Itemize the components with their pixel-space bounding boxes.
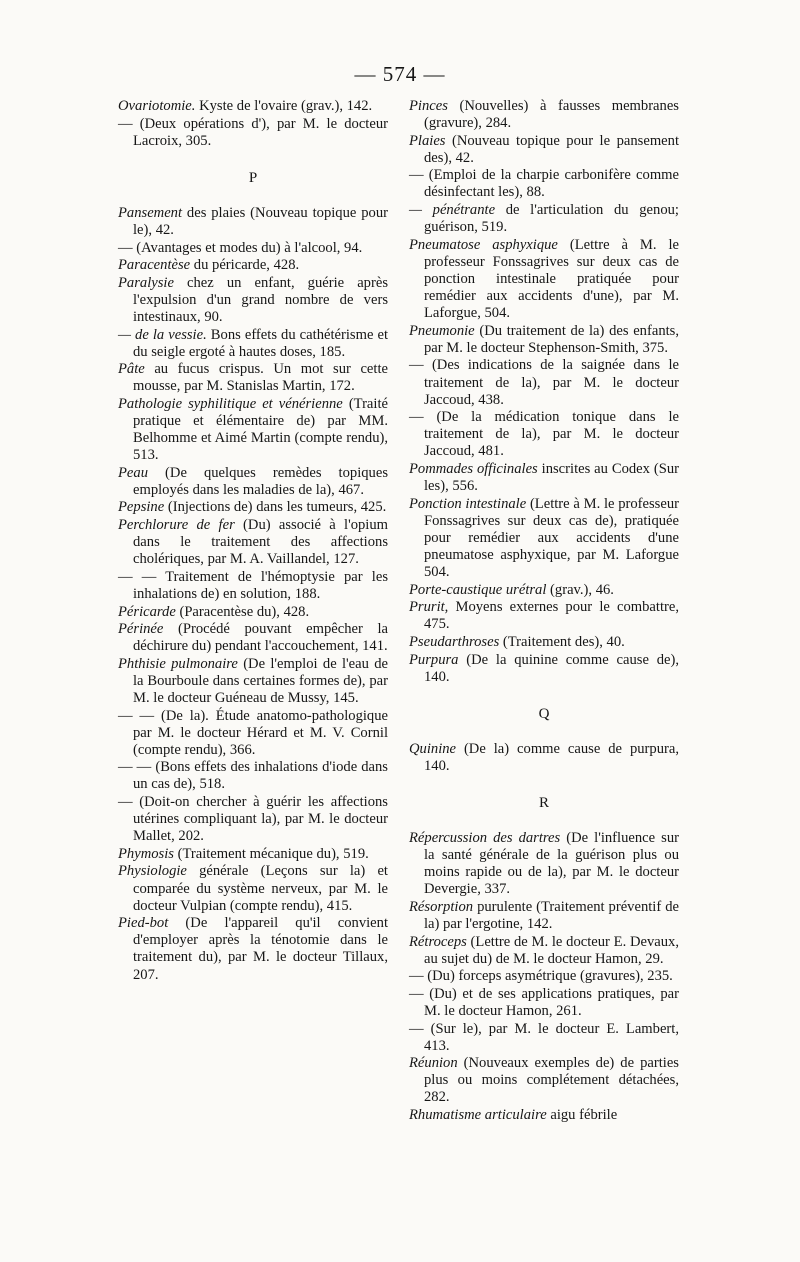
index-entry bbox=[118, 257, 388, 274]
index-entry bbox=[118, 327, 388, 361]
index-term: — pénétrante bbox=[409, 202, 496, 219]
index-text: aigu fébrile bbox=[546, 1107, 618, 1124]
index-entry bbox=[118, 275, 388, 326]
index-text: (De la quinine comme cause de), 140. bbox=[424, 651, 679, 685]
index-term: Pneumatose asphyxique bbox=[409, 236, 558, 253]
section-letter: R bbox=[538, 794, 549, 811]
index-text: (De l'emploi de l'eau de la Bourboule dans certaines formes de), par M. le docteur Guéneau de Mussy, 145. bbox=[133, 655, 388, 706]
index-entry bbox=[118, 915, 388, 983]
index-entry bbox=[409, 599, 679, 633]
index-term: Rétroceps bbox=[409, 933, 467, 950]
index-text: (Du traitement de la) des enfants, par M. le docteur Stephenson-Smith, 375. bbox=[424, 322, 679, 356]
index-entry bbox=[118, 604, 388, 621]
page-number: — 574 — bbox=[354, 62, 446, 86]
index-entry bbox=[409, 582, 679, 599]
index-term: Physiologie bbox=[118, 863, 187, 880]
index-entry bbox=[118, 759, 388, 793]
index-term: Pepsine bbox=[118, 499, 165, 516]
index-text: (Du) associé à l'opium dans le traitement des affections cholériques, par M. A. Vaillandel, 127. bbox=[133, 517, 389, 568]
index-text: (De quelques remèdes topiques employés dans les maladies de la), 467. bbox=[133, 464, 388, 498]
index-term: Porte-caustique urétral bbox=[409, 581, 547, 598]
index-term: Pommades officinales bbox=[409, 460, 538, 477]
index-text: (grav.), 46. bbox=[546, 581, 614, 598]
index-entry bbox=[118, 863, 388, 914]
index-term: Quinine bbox=[409, 740, 457, 757]
index-entry bbox=[118, 396, 388, 464]
index-entry bbox=[409, 133, 679, 167]
index-entry bbox=[409, 652, 679, 686]
section-letter: P bbox=[248, 169, 258, 186]
index-entry bbox=[409, 496, 679, 581]
index-term: Ovariotomie. bbox=[118, 98, 196, 114]
index-entry bbox=[409, 409, 679, 460]
index-text: purulente (Traitement préventif de la) par l'ergotine, 142. bbox=[424, 898, 679, 933]
index-text: des plaies (Nouveau topique pour le), 42. bbox=[133, 204, 388, 238]
index-entry bbox=[118, 517, 388, 568]
index-text: (Nouvelles) à fausses membranes (gravure), 284. bbox=[424, 98, 679, 132]
index-entry bbox=[118, 499, 388, 516]
index-entry bbox=[409, 634, 679, 651]
index-text: (De la) comme cause de purpura, 140. bbox=[424, 740, 679, 774]
index-entry bbox=[118, 98, 388, 115]
index-text: (Traité pratique et élémentaire de) par MM. Belhomme et Aimé Martin (compte rendu), 513. bbox=[133, 395, 388, 464]
index-text: Moyens externes pour le combattre, 475. bbox=[424, 599, 679, 633]
index-text: — (Du) et de ses applications pratiques, par M. le docteur Hamon, 261. bbox=[409, 985, 679, 1019]
index-text: au fucus crispus. Un mot sur cette mousse, par M. Stanislas Martin, 172. bbox=[133, 361, 388, 395]
index-term: Pseudarthroses bbox=[409, 633, 500, 650]
index-text: (Paracentèse du), 428. bbox=[175, 603, 310, 620]
index-entry bbox=[409, 986, 679, 1020]
index-term: Résorption bbox=[409, 898, 474, 915]
index-entry bbox=[409, 934, 679, 968]
index-text: — (Deux opérations d'), par M. le docteur Lacroix, 305. bbox=[118, 115, 388, 149]
index-text: Bons effets du cathétérisme et du seigle ergoté à hautes doses, 185. bbox=[133, 326, 389, 360]
index-entry bbox=[409, 968, 679, 985]
index-text: (Injections de) dans les tumeurs, 425. bbox=[164, 499, 387, 516]
index-text: (Lettre à M. le professeur Fonssagrives sur deux cas de ponction intestinale pratiquée pour remédier aux accidents d'une), par M. Laforgue, 504. bbox=[424, 236, 679, 322]
index-text: générale (Leçons sur la) et comparée du système nerveux, par M. le docteur Vulpian (compte rendu), 415. bbox=[133, 863, 388, 914]
index-entry bbox=[409, 899, 679, 933]
index-text: — (Du) forceps asymétrique (gravures), 235. bbox=[409, 968, 673, 985]
index-text: — (Sur le), par M. le docteur E. Lambert, 413. bbox=[409, 1020, 679, 1054]
index-term: Réunion bbox=[409, 1055, 458, 1072]
index-term: Paralysie bbox=[118, 274, 174, 291]
index-term: Ponction intestinale bbox=[409, 495, 527, 512]
index-text: — (Avantages et modes du) à l'alcool, 94. bbox=[118, 239, 363, 256]
index-entry bbox=[409, 1021, 679, 1055]
index-entry bbox=[409, 167, 679, 201]
index-entry bbox=[118, 116, 388, 150]
index-entry bbox=[409, 357, 679, 408]
index-term: Plaies bbox=[409, 132, 446, 149]
index-term: Pâte bbox=[118, 361, 145, 378]
index-term: Pathologie syphilitique et vénérienne bbox=[118, 395, 343, 412]
index-term: Pinces bbox=[409, 98, 448, 114]
index-term: Péricarde bbox=[118, 603, 176, 620]
index-text: (Traitement mécanique du), 519. bbox=[173, 845, 369, 862]
index-text: chez un enfant, guérie après l'expulsion d'un grand nombre de vers intestinaux, 90. bbox=[133, 274, 388, 325]
index-text: (Procédé pouvant empêcher la déchirure du) pendant l'accouchement, 141. bbox=[133, 621, 388, 655]
index-text: — — (Bons effets des inhalations d'iode dans un cas de), 518. bbox=[118, 759, 388, 793]
index-entry bbox=[118, 205, 388, 239]
index-term: Phthisie pulmonaire bbox=[118, 655, 238, 672]
index-text: (Nouveau topique pour le pansement des), 42. bbox=[424, 132, 679, 166]
index-text: — — (De la). Étude anatomo-pathologique par M. le docteur Hérard et M. V. Cornil (compte rendu), 366. bbox=[118, 707, 388, 758]
index-column-left bbox=[118, 98, 388, 984]
index-entry bbox=[118, 621, 388, 655]
index-column-right bbox=[409, 98, 679, 1125]
index-text: — (Emploi de la charpie carbonifère comme désinfectant les), 88. bbox=[409, 167, 679, 201]
index-text: — (Doit-on chercher à guérir les affections utérines compliquant la), par M. le docteur Mallet, 202. bbox=[118, 794, 388, 845]
index-entry bbox=[409, 1055, 679, 1106]
index-entry bbox=[118, 569, 388, 603]
index-entry bbox=[409, 461, 679, 495]
index-entry bbox=[409, 1107, 679, 1124]
index-term: Prurit, bbox=[409, 599, 449, 616]
index-term: — de la vessie. bbox=[118, 326, 207, 343]
index-text: (De l'influence sur la santé générale de la guérison plus ou moins rapide ou de la), par M. le docteur Devergie, 337. bbox=[424, 830, 679, 898]
index-term: Paracentèse bbox=[118, 257, 191, 274]
section-letter: Q bbox=[538, 705, 550, 722]
index-text: de l'articulation du genou; guérison, 519. bbox=[424, 202, 679, 236]
index-entry bbox=[118, 794, 388, 845]
index-entry bbox=[409, 237, 679, 322]
index-text: inscrites au Codex (Sur les), 556. bbox=[424, 460, 679, 495]
index-text: (De l'appareil qu'il convient d'employer après la ténotomie dans le traitement du), par M. le docteur Tillaux, 207. bbox=[133, 915, 388, 983]
index-term: Purpura bbox=[409, 651, 459, 668]
index-entry bbox=[118, 846, 388, 863]
index-term: Pneumonie bbox=[409, 322, 475, 339]
index-text: Kyste de l'ovaire (grav.), 142. bbox=[195, 98, 373, 114]
index-term: Rhumatisme articulaire bbox=[409, 1107, 547, 1124]
index-term: Pansement bbox=[118, 204, 183, 221]
index-term: Répercussion des dartres bbox=[409, 830, 561, 847]
index-entry bbox=[118, 361, 388, 395]
index-text: du péricarde, 428. bbox=[190, 257, 300, 274]
index-term: Périnée bbox=[118, 621, 164, 638]
index-entry bbox=[118, 465, 388, 499]
index-term: Peau bbox=[118, 464, 148, 481]
index-term: Pied-bot bbox=[118, 915, 169, 932]
index-entry bbox=[118, 656, 388, 707]
index-text: (Nouveaux exemples de) de parties plus ou moins complétement détachées, 282. bbox=[424, 1055, 679, 1106]
index-entry bbox=[409, 202, 679, 236]
index-entry bbox=[409, 830, 679, 898]
index-term: Phymosis bbox=[118, 845, 174, 862]
index-text: — (Des indications de la saignée dans le traitement de la), par M. le docteur Jaccoud, 438. bbox=[409, 357, 679, 408]
index-text: (Traitement des), 40. bbox=[499, 633, 625, 650]
index-text: (Lettre de M. le docteur E. Devaux, au sujet du) de M. le docteur Hamon, 29. bbox=[424, 933, 679, 967]
index-text: (Lettre à M. le professeur Fonssagrives sur deux cas de), pratiquée pour remédier aux accidents d'une pneumatose asphyxique, par M. Laforgue 504. bbox=[424, 495, 679, 581]
index-entry bbox=[118, 708, 388, 759]
index-text: — — Traitement de l'hémoptysie par les inhalations de) en solution, 188. bbox=[118, 568, 388, 602]
index-term: Perchlorure de fer bbox=[118, 517, 235, 534]
index-entry bbox=[409, 323, 679, 357]
index-entry bbox=[409, 98, 679, 132]
index-entry bbox=[409, 741, 679, 775]
index-text: — (De la médication tonique dans le traitement de la), par M. le docteur Jaccoud, 481. bbox=[409, 409, 679, 460]
index-entry bbox=[118, 240, 388, 257]
